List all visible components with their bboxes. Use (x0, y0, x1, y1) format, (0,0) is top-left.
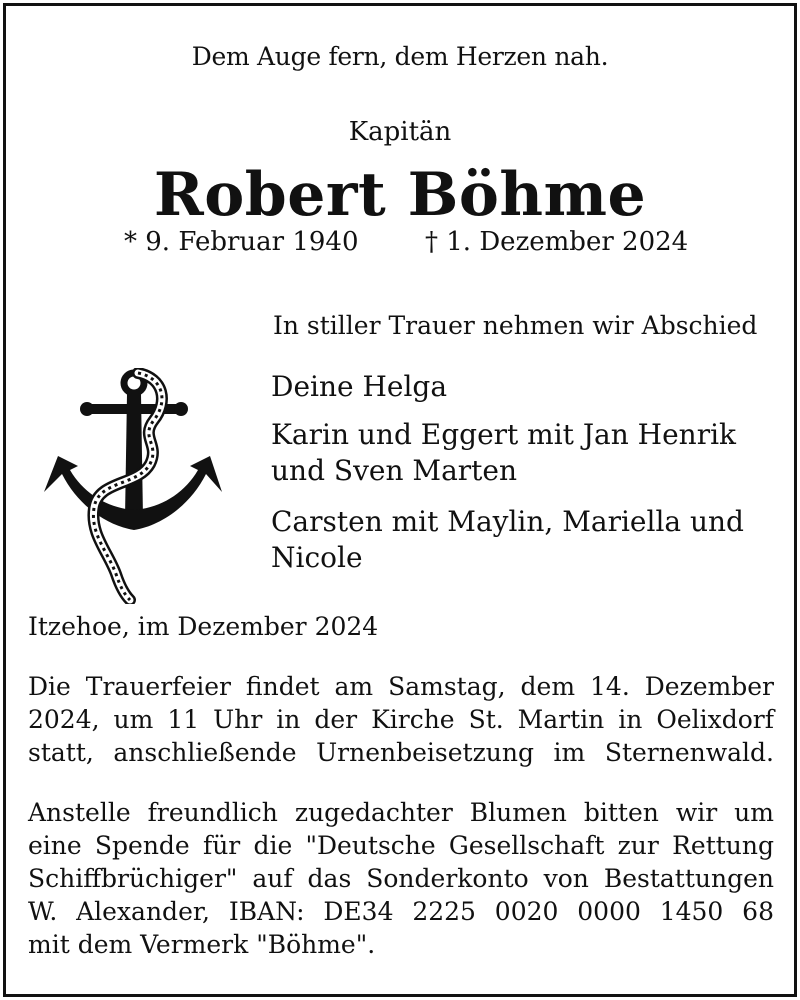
family-member-line: Nicole (271, 541, 363, 574)
mourning-line: In stiller Trauer nehmen wir Abschied (273, 311, 758, 340)
family-member-line: und Sven Marten (271, 454, 517, 487)
place-and-date: Itzehoe, im Dezember 2024 (28, 612, 379, 641)
deceased-title: Kapitän (348, 117, 452, 147)
paragraph-line: W. Alexander, IBAN: DE34 2225 0020 0000 1450 68 (28, 897, 774, 926)
family-member-line: Deine Helga (271, 370, 448, 403)
paragraph-line: eine Spende für die "Deutsche Gesellschaft zur Rettung (28, 831, 774, 860)
family-member-line: Karin und Eggert mit Jan Henrik (271, 418, 737, 451)
paragraph-line: Die Trauerfeier findet am Samstag, dem 14. Dezember (28, 672, 774, 701)
paragraph-line: mit dem Vermerk "Böhme". (28, 930, 376, 959)
motto: Dem Auge fern, dem Herzen nah. (191, 42, 609, 71)
deceased-name: Robert Böhme (153, 160, 647, 230)
paragraph-line: statt, anschließende Urnenbeisetzung im Sternenwald. (28, 738, 774, 767)
donation-info-paragraph (28, 796, 774, 961)
family-member-line: Carsten mit Maylin, Mariella und (271, 505, 744, 538)
funeral-info-paragraph (28, 670, 774, 769)
anchor-with-rope-icon (38, 368, 228, 604)
paragraph-line: Schiffbrüchiger" auf das Sonderkonto von Bestattungen (28, 864, 774, 893)
birth-date: * 9. Februar 1940 (124, 227, 359, 257)
paragraph-line: 2024, um 11 Uhr in der Kirche St. Martin in Oelixdorf (28, 705, 774, 734)
death-date: † 1. Dezember 2024 (425, 227, 689, 257)
paragraph-line: Anstelle freundlich zugedachter Blumen bitten wir um (28, 798, 774, 827)
